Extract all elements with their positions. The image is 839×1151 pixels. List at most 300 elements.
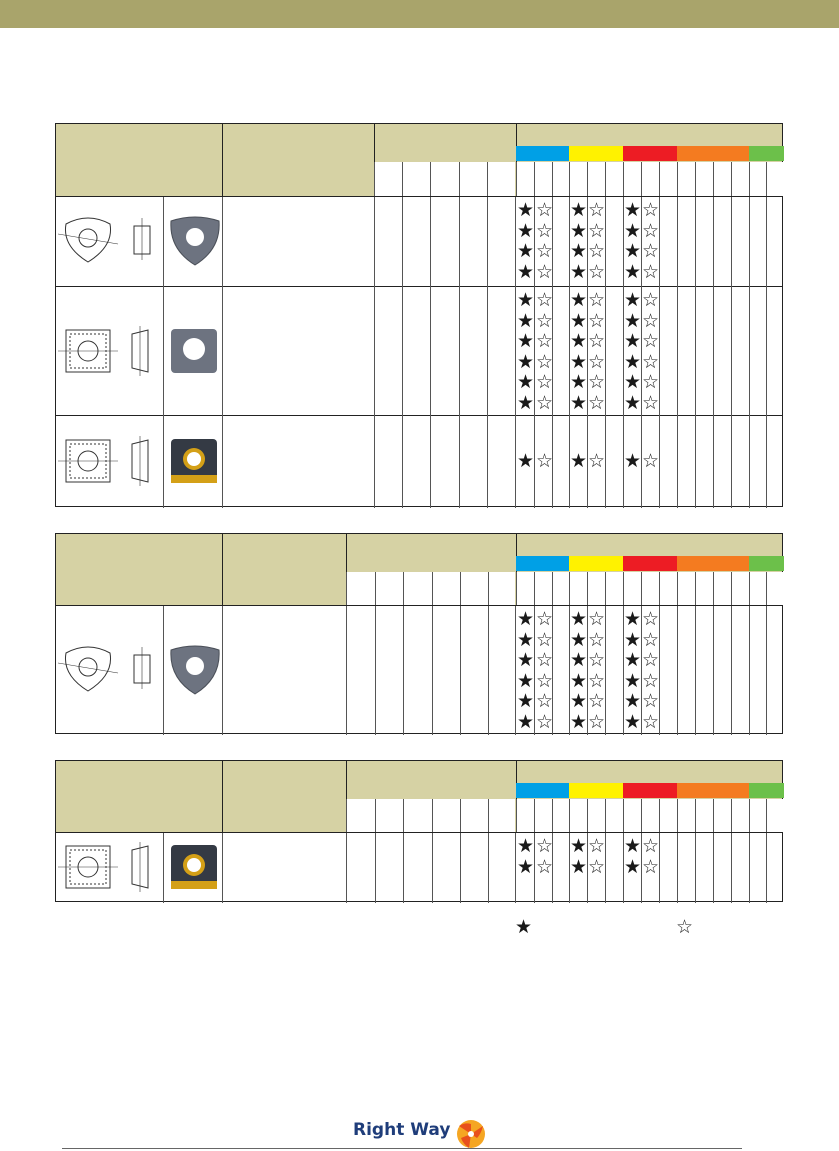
- column-divider: [487, 197, 488, 287]
- filled-star-icon: ★: [624, 309, 642, 332]
- column-divider: [713, 287, 714, 416]
- grade-cell: [713, 162, 731, 196]
- table-header: [56, 124, 782, 197]
- grade-cell: [749, 799, 766, 832]
- column-divider: [534, 197, 535, 287]
- filled-star-icon: ★: [624, 855, 642, 878]
- insert-photo: [167, 435, 223, 489]
- column-divider: [605, 606, 606, 735]
- column-divider: [515, 606, 516, 735]
- grade-cell: [641, 162, 659, 196]
- hollow-star-icon: ☆: [536, 240, 554, 262]
- insert-photo: [167, 644, 223, 698]
- column-divider: [605, 833, 606, 903]
- column-divider: [731, 287, 732, 416]
- column-divider: [695, 287, 696, 416]
- table-row: [56, 197, 782, 287]
- column-divider: [432, 606, 433, 735]
- hollow-star-icon: ☆: [642, 240, 660, 262]
- grade-band-3: [623, 783, 677, 798]
- dimension-cell: [488, 572, 515, 605]
- column-divider: [402, 197, 403, 287]
- hollow-star-icon: ☆: [536, 260, 554, 283]
- column-divider: [402, 416, 403, 508]
- grade-band-4: [677, 783, 749, 798]
- dimension-cell: [375, 572, 403, 605]
- hollow-star-icon: ☆: [536, 309, 554, 332]
- column-divider: [749, 833, 750, 903]
- insert-drawing: [58, 214, 158, 270]
- column-divider: [375, 606, 376, 735]
- filled-star-icon: ★: [517, 649, 535, 671]
- insert-photo: [167, 215, 223, 269]
- column-divider: [695, 416, 696, 508]
- grade-band-5: [749, 783, 784, 798]
- grade-band-4: [677, 146, 749, 161]
- column-divider: [374, 287, 375, 416]
- column-divider: [731, 606, 732, 735]
- table-header: [56, 534, 782, 606]
- filled-star-icon: ★: [624, 350, 642, 373]
- hollow-star-icon: ☆: [642, 371, 660, 393]
- hollow-star-icon: ☆: [642, 260, 660, 283]
- hollow-star-icon: ☆: [536, 669, 554, 692]
- grade-cell: [641, 799, 659, 832]
- dimension-cell: [488, 799, 515, 832]
- hollow-star-icon: ☆: [536, 690, 554, 712]
- filled-star-icon: ★: [570, 608, 588, 630]
- hollow-star-icon: ☆: [642, 855, 660, 878]
- filled-star-icon: ★: [570, 669, 588, 692]
- column-divider: [430, 287, 431, 416]
- grade-cell: [516, 799, 534, 832]
- hollow-star-icon: ☆: [588, 835, 606, 857]
- dimension-cell: [430, 162, 459, 196]
- hollow-star-icon: ☆: [588, 260, 606, 283]
- column-divider: [534, 833, 535, 903]
- column-divider: [460, 833, 461, 903]
- hollow-star-icon: ☆: [588, 289, 606, 311]
- dimension-cell: [402, 162, 430, 196]
- column-divider: [375, 833, 376, 903]
- grade-cell: [766, 572, 784, 605]
- column-divider: [534, 287, 535, 416]
- column-divider: [605, 197, 606, 287]
- grade-band-3: [623, 146, 677, 161]
- grade-cell: [695, 572, 713, 605]
- hollow-star-icon: ☆: [588, 350, 606, 373]
- filled-star-icon: ★: [624, 669, 642, 692]
- hollow-star-icon: ☆: [642, 199, 660, 221]
- column-divider: [677, 416, 678, 508]
- hollow-star-icon: ☆: [642, 309, 660, 332]
- column-divider: [432, 833, 433, 903]
- column-divider: [659, 416, 660, 508]
- column-divider: [677, 833, 678, 903]
- hollow-star-icon: ☆: [642, 669, 660, 692]
- filled-star-icon: ★: [517, 199, 535, 221]
- column-divider: [534, 606, 535, 735]
- grade-band-2: [569, 556, 623, 571]
- filled-star-icon: ★: [624, 289, 642, 311]
- grade-cell: [731, 572, 749, 605]
- filled-star-icon: ★: [624, 330, 642, 352]
- filled-star-icon: ★: [517, 669, 535, 692]
- insert-drawing: [58, 840, 158, 896]
- column-divider: [659, 606, 660, 735]
- column-divider: [749, 606, 750, 735]
- hollow-star-icon: ☆: [588, 371, 606, 393]
- dimension-cell: [346, 572, 375, 605]
- table-row: [56, 416, 782, 508]
- hollow-star-icon: ☆: [642, 710, 660, 733]
- filled-star-icon: ★: [570, 199, 588, 221]
- column-divider: [403, 606, 404, 735]
- insert-photo: [167, 841, 223, 895]
- dimension-cell: [460, 799, 488, 832]
- hollow-star-icon: ☆: [588, 690, 606, 712]
- filled-star-icon: ★: [517, 371, 535, 393]
- column-divider: [677, 287, 678, 416]
- spec-table-2: [55, 533, 783, 734]
- column-divider: [677, 197, 678, 287]
- grade-cell: [766, 799, 784, 832]
- hollow-star-icon: ☆: [588, 219, 606, 242]
- dimension-cell: [375, 799, 403, 832]
- column-divider: [403, 833, 404, 903]
- dimension-cell: [374, 162, 402, 196]
- filled-star-icon: ★: [624, 608, 642, 630]
- filled-star-icon: ★: [624, 710, 642, 733]
- header-divider: [222, 124, 223, 197]
- filled-star-icon: ★: [624, 450, 642, 472]
- grade-cell: [677, 162, 695, 196]
- hollow-star-icon: ☆: [588, 608, 606, 630]
- dimension-cell: [346, 799, 375, 832]
- filled-star-icon: ★: [517, 219, 535, 242]
- column-divider: [487, 416, 488, 508]
- hollow-star-icon: ☆: [642, 649, 660, 671]
- grade-cell: [534, 799, 552, 832]
- column-divider: [659, 287, 660, 416]
- filled-star-icon: ★: [517, 330, 535, 352]
- filled-star-icon: ★: [570, 309, 588, 332]
- hollow-star-icon: ☆: [588, 309, 606, 332]
- table-row: [56, 833, 782, 903]
- grade-cell: [713, 799, 731, 832]
- filled-star-icon: ★: [570, 260, 588, 283]
- dimension-cell: [403, 572, 432, 605]
- column-divider: [163, 833, 164, 903]
- hollow-star-icon: ☆: [536, 289, 554, 311]
- hollow-star-icon: ☆: [536, 219, 554, 242]
- grade-cell: [552, 572, 569, 605]
- column-divider: [460, 606, 461, 735]
- table-row: [56, 606, 782, 735]
- grade-cell: [552, 799, 569, 832]
- column-divider: [430, 197, 431, 287]
- grade-cell: [659, 572, 677, 605]
- column-divider: [677, 606, 678, 735]
- filled-star-icon: ★: [570, 289, 588, 311]
- column-divider: [731, 416, 732, 508]
- hollow-star-icon: ☆: [536, 649, 554, 671]
- column-divider: [488, 606, 489, 735]
- grade-cell: [623, 799, 641, 832]
- column-divider: [346, 606, 347, 735]
- grade-cell: [677, 572, 695, 605]
- column-divider: [713, 833, 714, 903]
- table-row: [56, 287, 782, 416]
- footer-line: [62, 1148, 742, 1149]
- hollow-star-icon: ☆: [536, 350, 554, 373]
- insert-drawing: [58, 643, 158, 699]
- dimension-cell: [432, 572, 460, 605]
- insert-photo: [167, 325, 223, 379]
- column-divider: [488, 833, 489, 903]
- header-divider: [222, 534, 223, 606]
- hollow-star-icon: ☆: [642, 608, 660, 630]
- filled-star-icon: ★: [570, 450, 588, 472]
- grade-cell: [659, 799, 677, 832]
- grade-cell: [587, 162, 605, 196]
- filled-star-icon: ★: [624, 690, 642, 712]
- column-divider: [695, 833, 696, 903]
- column-divider: [346, 833, 347, 903]
- filled-star-icon: ★: [624, 371, 642, 393]
- hollow-star-icon: ☆: [642, 289, 660, 311]
- hollow-star-icon: ☆: [536, 835, 554, 857]
- grade-band-1: [516, 783, 569, 798]
- column-divider: [515, 197, 516, 287]
- column-divider: [459, 197, 460, 287]
- column-divider: [749, 197, 750, 287]
- grade-cell: [677, 799, 695, 832]
- column-divider: [515, 833, 516, 903]
- column-divider: [659, 197, 660, 287]
- filled-star-icon: ★: [624, 628, 642, 651]
- grade-cell: [605, 162, 623, 196]
- filled-star-icon: ★: [570, 330, 588, 352]
- insert-drawing: [58, 434, 158, 490]
- hollow-star-icon: ☆: [588, 649, 606, 671]
- grade-band-1: [516, 146, 569, 161]
- column-divider: [515, 287, 516, 416]
- filled-star-icon: ★: [624, 835, 642, 857]
- column-divider: [766, 197, 767, 287]
- dimension-cell: [460, 572, 488, 605]
- grade-cell: [731, 162, 749, 196]
- dimension-cell: [487, 162, 515, 196]
- grade-cell: [516, 572, 534, 605]
- column-divider: [731, 833, 732, 903]
- top-band: [0, 0, 839, 28]
- filled-star-icon: ★: [624, 219, 642, 242]
- hollow-star-icon: ☆: [642, 330, 660, 352]
- column-divider: [713, 606, 714, 735]
- grade-band-2: [569, 783, 623, 798]
- filled-star-icon: ★: [624, 391, 642, 414]
- column-divider: [605, 416, 606, 508]
- legend-hollow-star-icon: ☆: [676, 916, 694, 938]
- column-divider: [163, 416, 164, 508]
- filled-star-icon: ★: [570, 628, 588, 651]
- grade-cell: [534, 162, 552, 196]
- grade-cell: [623, 162, 641, 196]
- filled-star-icon: ★: [517, 835, 535, 857]
- column-divider: [731, 197, 732, 287]
- grade-cell: [695, 799, 713, 832]
- hollow-star-icon: ☆: [588, 628, 606, 651]
- filled-star-icon: ★: [517, 350, 535, 373]
- grade-cell: [641, 572, 659, 605]
- grade-band-2: [569, 146, 623, 161]
- filled-star-icon: ★: [517, 608, 535, 630]
- grade-cell: [623, 572, 641, 605]
- column-divider: [430, 416, 431, 508]
- hollow-star-icon: ☆: [588, 855, 606, 878]
- grade-cell: [569, 572, 587, 605]
- filled-star-icon: ★: [517, 628, 535, 651]
- column-divider: [374, 197, 375, 287]
- hollow-star-icon: ☆: [588, 669, 606, 692]
- column-divider: [459, 416, 460, 508]
- filled-star-icon: ★: [570, 240, 588, 262]
- grade-cell: [605, 572, 623, 605]
- column-divider: [534, 416, 535, 508]
- filled-star-icon: ★: [517, 260, 535, 283]
- grade-cell: [605, 799, 623, 832]
- filled-star-icon: ★: [570, 835, 588, 857]
- filled-star-icon: ★: [517, 240, 535, 262]
- column-divider: [749, 287, 750, 416]
- column-divider: [766, 416, 767, 508]
- hollow-star-icon: ☆: [588, 330, 606, 352]
- hollow-star-icon: ☆: [536, 199, 554, 221]
- column-divider: [163, 287, 164, 416]
- column-divider: [749, 416, 750, 508]
- grade-cell: [749, 162, 766, 196]
- grade-cell: [534, 572, 552, 605]
- hollow-star-icon: ☆: [536, 391, 554, 414]
- hollow-star-icon: ☆: [536, 330, 554, 352]
- filled-star-icon: ★: [624, 199, 642, 221]
- hollow-star-icon: ☆: [536, 855, 554, 878]
- column-divider: [766, 606, 767, 735]
- filled-star-icon: ★: [570, 710, 588, 733]
- hollow-star-icon: ☆: [536, 450, 554, 472]
- filled-star-icon: ★: [624, 240, 642, 262]
- column-divider: [695, 606, 696, 735]
- grade-cell: [695, 162, 713, 196]
- filled-star-icon: ★: [570, 371, 588, 393]
- column-divider: [766, 833, 767, 903]
- hollow-star-icon: ☆: [642, 450, 660, 472]
- grade-cell: [552, 162, 569, 196]
- grade-cell: [587, 572, 605, 605]
- grade-band-3: [623, 556, 677, 571]
- grade-cell: [569, 162, 587, 196]
- filled-star-icon: ★: [570, 391, 588, 414]
- hollow-star-icon: ☆: [642, 350, 660, 373]
- column-divider: [659, 833, 660, 903]
- grade-cell: [659, 162, 677, 196]
- filled-star-icon: ★: [570, 219, 588, 242]
- hollow-star-icon: ☆: [642, 219, 660, 242]
- column-divider: [487, 287, 488, 416]
- filled-star-icon: ★: [517, 309, 535, 332]
- legend-filled-star-icon: ★: [515, 916, 533, 938]
- grade-band-1: [516, 556, 569, 571]
- hollow-star-icon: ☆: [588, 450, 606, 472]
- tri-blade-logo-icon: [455, 1118, 487, 1150]
- spec-table-1: [55, 123, 783, 507]
- filled-star-icon: ★: [517, 289, 535, 311]
- dimension-cell: [403, 799, 432, 832]
- grade-band-4: [677, 556, 749, 571]
- brand-logo-text: Right Way: [353, 1120, 451, 1140]
- grade-cell: [516, 162, 534, 196]
- table-header: [56, 761, 782, 833]
- column-divider: [163, 606, 164, 735]
- hollow-star-icon: ☆: [536, 371, 554, 393]
- column-divider: [515, 416, 516, 508]
- column-divider: [163, 197, 164, 287]
- column-divider: [695, 197, 696, 287]
- grade-cell: [749, 572, 766, 605]
- column-divider: [713, 416, 714, 508]
- column-divider: [374, 416, 375, 508]
- insert-drawing: [58, 324, 158, 380]
- column-divider: [713, 197, 714, 287]
- hollow-star-icon: ☆: [642, 835, 660, 857]
- filled-star-icon: ★: [570, 855, 588, 878]
- filled-star-icon: ★: [517, 855, 535, 878]
- grade-band-5: [749, 556, 784, 571]
- spec-table-3: [55, 760, 783, 902]
- hollow-star-icon: ☆: [588, 199, 606, 221]
- column-divider: [402, 287, 403, 416]
- column-divider: [605, 287, 606, 416]
- hollow-star-icon: ☆: [588, 240, 606, 262]
- filled-star-icon: ★: [570, 649, 588, 671]
- grade-band-5: [749, 146, 784, 161]
- hollow-star-icon: ☆: [536, 608, 554, 630]
- header-divider: [222, 761, 223, 833]
- hollow-star-icon: ☆: [588, 391, 606, 414]
- column-divider: [766, 287, 767, 416]
- hollow-star-icon: ☆: [642, 628, 660, 651]
- grade-cell: [569, 799, 587, 832]
- filled-star-icon: ★: [570, 690, 588, 712]
- grade-cell: [731, 799, 749, 832]
- filled-star-icon: ★: [517, 690, 535, 712]
- filled-star-icon: ★: [517, 710, 535, 733]
- hollow-star-icon: ☆: [642, 690, 660, 712]
- grade-cell: [766, 162, 784, 196]
- filled-star-icon: ★: [624, 260, 642, 283]
- column-divider: [459, 287, 460, 416]
- filled-star-icon: ★: [517, 450, 535, 472]
- hollow-star-icon: ☆: [536, 710, 554, 733]
- dimension-cell: [459, 162, 487, 196]
- grade-cell: [587, 799, 605, 832]
- grade-cell: [713, 572, 731, 605]
- hollow-star-icon: ☆: [588, 710, 606, 733]
- filled-star-icon: ★: [517, 391, 535, 414]
- filled-star-icon: ★: [624, 649, 642, 671]
- dimension-cell: [432, 799, 460, 832]
